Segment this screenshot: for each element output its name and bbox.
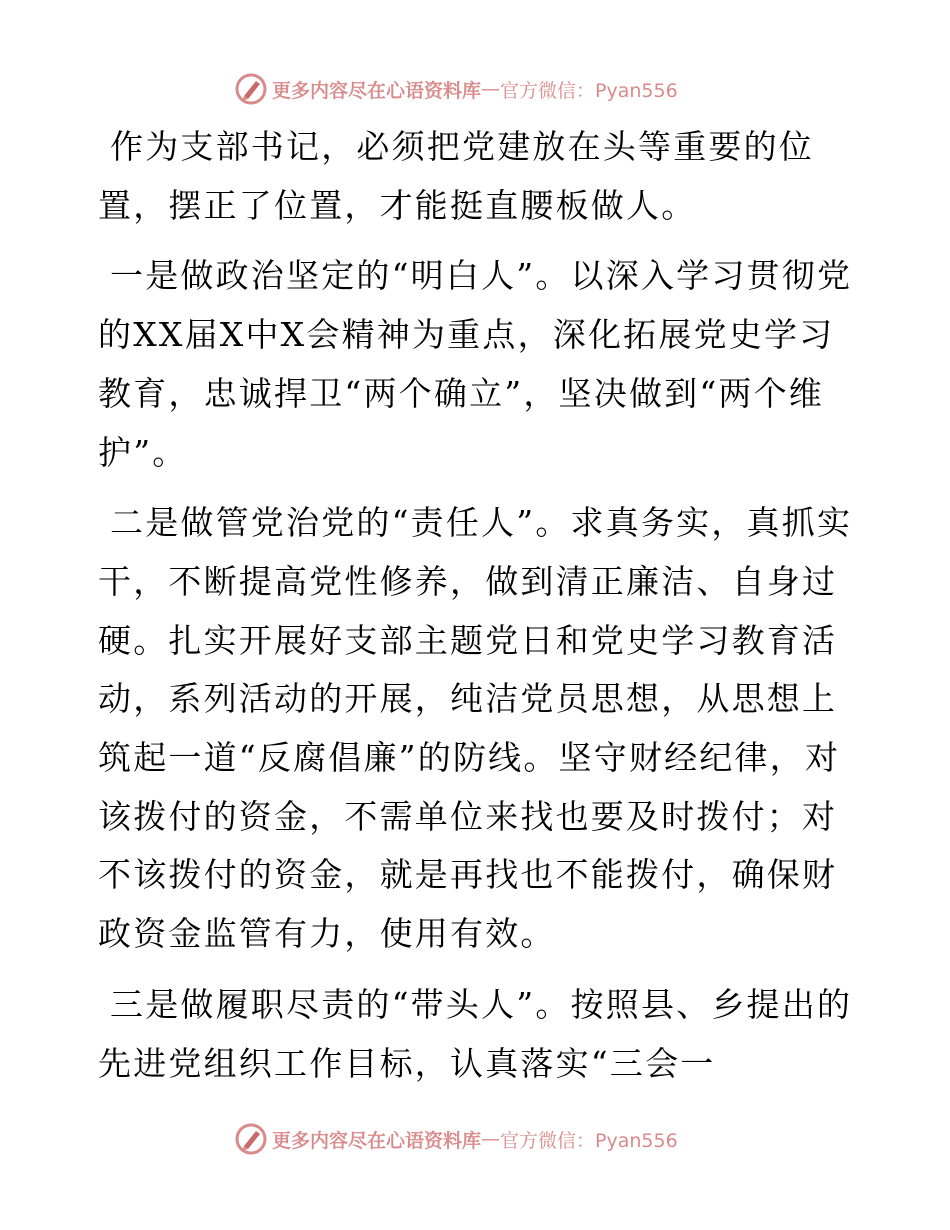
watermark-wechat-text: 官方微信：Pyan556	[500, 79, 678, 102]
document-body	[98, 118, 858, 1105]
pen-logo-icon	[234, 1122, 268, 1156]
paragraph-point-three: 三是做履职尽责的“带头人”。按照县、乡提出的先进党组织工作目标，认真落实“三会一	[98, 984, 853, 1083]
paragraph-intro: 作为支部书记，必须把党建放在头等重要的位置，摆正了位置，才能挺直腰板做人。	[98, 127, 814, 225]
watermark-separator: —	[481, 1128, 501, 1150]
watermark-site-text: 更多内容尽在心语资料库	[272, 1129, 482, 1152]
footer-watermark	[234, 1122, 678, 1156]
header-watermark	[234, 72, 678, 106]
pen-logo-icon	[234, 72, 268, 106]
paragraph-point-one: 一是做政治坚定的“明白人”。以深入学习贯彻党的XX届X中X会精神为重点，深化拓展党史学习教育，忠诚捍卫“两个确立”，坚决做到“两个维护”。	[98, 256, 853, 472]
watermark-separator: —	[481, 78, 501, 100]
paragraph-point-two: 二是做管党治党的“责任人”。求真务实，真抓实干，不断提高党性修养，做到清正廉洁、自身过硬。扎实开展好支部主题党日和党史学习教育活动，系列活动的开展，纯洁党员思想，从思想上筑起一道“反腐倡廉”的防线。坚守财经纪律，对该拨付的资金，不需单位来找也要及时拨付；对不该拨付的资金，就是再找也不能拨付，确保财政资金监管有力，使用有效。	[98, 503, 853, 954]
watermark-wechat-text: 官方微信：Pyan556	[500, 1129, 678, 1152]
watermark-site-text: 更多内容尽在心语资料库	[272, 79, 482, 102]
